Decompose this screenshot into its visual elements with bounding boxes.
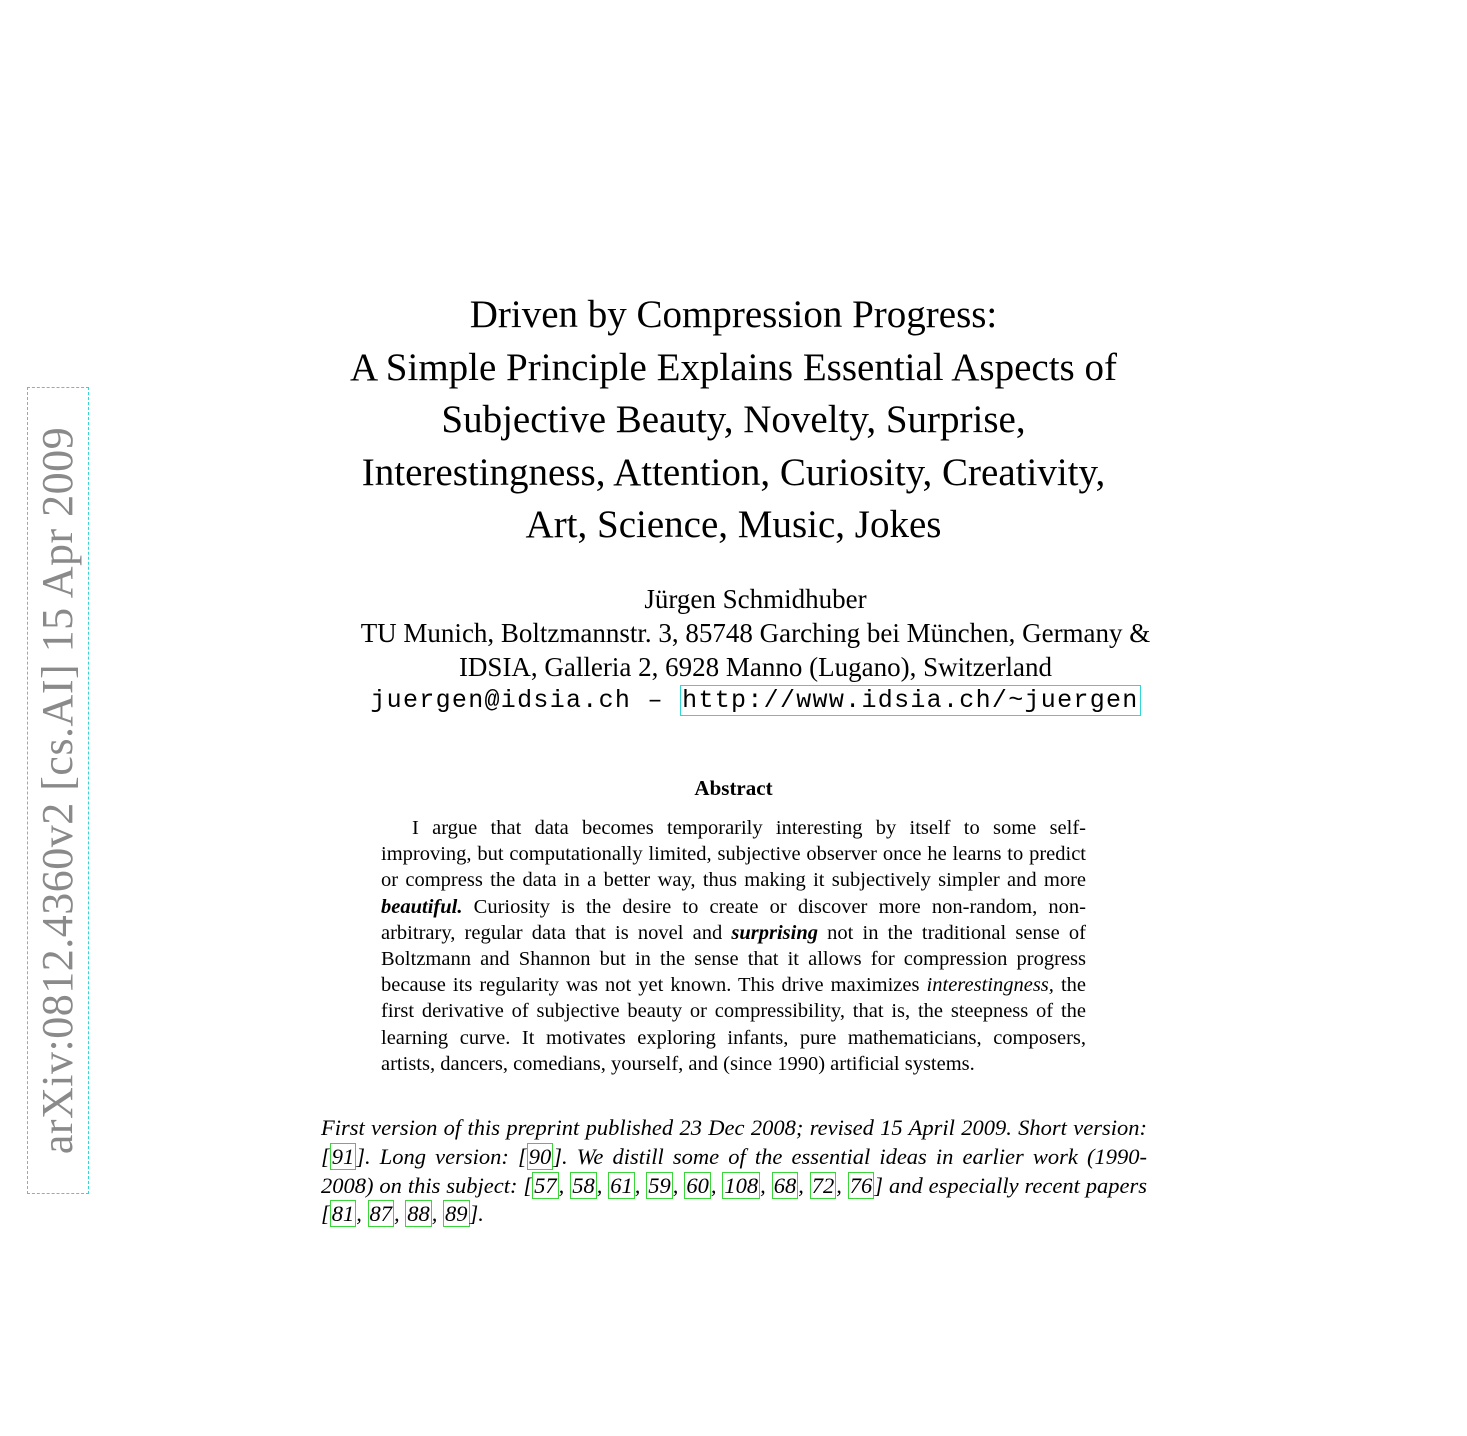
citation-link[interactable]: 87 bbox=[369, 1201, 393, 1227]
abstract-heading: Abstract bbox=[694, 776, 773, 800]
abstract-body bbox=[381, 815, 1086, 1077]
paper-title bbox=[250, 289, 1217, 552]
citation-link[interactable]: 76 bbox=[849, 1172, 873, 1198]
title-line: Art, Science, Music, Jokes bbox=[525, 503, 942, 546]
recent-citations: 81, 87, 88, 89 bbox=[331, 1201, 468, 1227]
citation-link[interactable]: 59 bbox=[648, 1172, 671, 1198]
note-text: ]. We distill some of the essential ideas in earlier work (1990-2008) on this subject: [ bbox=[321, 1143, 1147, 1198]
citation-link[interactable]: 60 bbox=[686, 1172, 709, 1198]
title-line: Driven by Compression Progress: bbox=[469, 293, 998, 336]
author-affiliation-1: TU Munich, Boltzmannstr. 3, 85748 Garching bei München, Germany & bbox=[360, 618, 1151, 648]
author-affiliation-2: IDSIA, Galleria 2, 6928 Manno (Lugano), Switzerland bbox=[458, 652, 1053, 682]
abstract-emphasis: beautiful. bbox=[381, 895, 463, 918]
arxiv-identifier-stamp bbox=[27, 387, 89, 1194]
abstract-text: Curiosity is the desire to create or discover more non-random, non-arbitrary, regular data that is novel and bbox=[381, 895, 1086, 944]
citation-link[interactable]: 58 bbox=[572, 1172, 595, 1198]
title-line: Interestingness, Attention, Curiosity, Creativity, bbox=[361, 450, 1106, 494]
author-homepage-link[interactable]: http://www.idsia.ch/~juergen bbox=[682, 686, 1139, 715]
citation-link[interactable]: 57 bbox=[534, 1172, 557, 1198]
citation-link[interactable]: 72 bbox=[811, 1172, 835, 1198]
note-text: ]. Long version: [ bbox=[356, 1143, 527, 1169]
note-text: ]. bbox=[469, 1201, 484, 1227]
abstract-emphasis: interestingness, bbox=[926, 974, 1054, 997]
preprint-version-note bbox=[321, 1114, 1147, 1229]
arxiv-identifier-text: arXiv:0812.4360v2 [cs.AI] 15 Apr 2009 bbox=[33, 426, 83, 1155]
citation-link[interactable]: 89 bbox=[445, 1201, 468, 1227]
citation-link[interactable]: 108 bbox=[724, 1172, 759, 1198]
contact-separator: – bbox=[631, 686, 681, 715]
abstract-text: the first derivative of subjective beauty or compressibility, that is, the steepness of the learning curve. It motivates exploring infants, pure mathematicians, composers, artists, dancers, comedians, yourself, and (since 1990) artificial systems. bbox=[381, 974, 1087, 1075]
citation-link[interactable]: 68 bbox=[773, 1172, 797, 1198]
abstract-text: I argue that data becomes temporarily interesting by itself to some self-improving, but computationally limited, subjective observer once he learns to predict or compress the data in a better way, thus making it subjectively simpler and more bbox=[381, 817, 1086, 892]
citation-link[interactable]: 81 bbox=[331, 1201, 355, 1227]
author-contact bbox=[300, 684, 1211, 718]
citation-link[interactable]: 90 bbox=[528, 1143, 552, 1169]
abstract-text: not in the traditional sense of Boltzmann and Shannon but in the sense that it allows for compression progress because its regularity was not yet known. This drive maximizes bbox=[381, 921, 1087, 997]
citation-link[interactable]: 61 bbox=[610, 1172, 633, 1198]
title-line: A Simple Principle Explains Essential Aspects of bbox=[350, 345, 1117, 389]
citation-link[interactable]: 88 bbox=[407, 1201, 430, 1227]
note-text: ] and especially recent papers [ bbox=[321, 1172, 1148, 1227]
earlier-citations: 57, 58, 61, 59, 60, 108, 68, 72, 76 bbox=[534, 1172, 873, 1198]
abstract-emphasis: surprising bbox=[731, 921, 818, 944]
author-name: Jürgen Schmidhuber bbox=[644, 584, 867, 614]
author-email: juergen@idsia.ch bbox=[370, 686, 632, 715]
author-block bbox=[300, 582, 1211, 718]
citation-link[interactable]: 91 bbox=[331, 1143, 355, 1169]
title-line: Subjective Beauty, Novelty, Surprise, bbox=[441, 398, 1026, 441]
note-text: First version of this preprint published 23 Dec 2008; revised 15 April 2009. Short version: [ bbox=[321, 1115, 1147, 1169]
